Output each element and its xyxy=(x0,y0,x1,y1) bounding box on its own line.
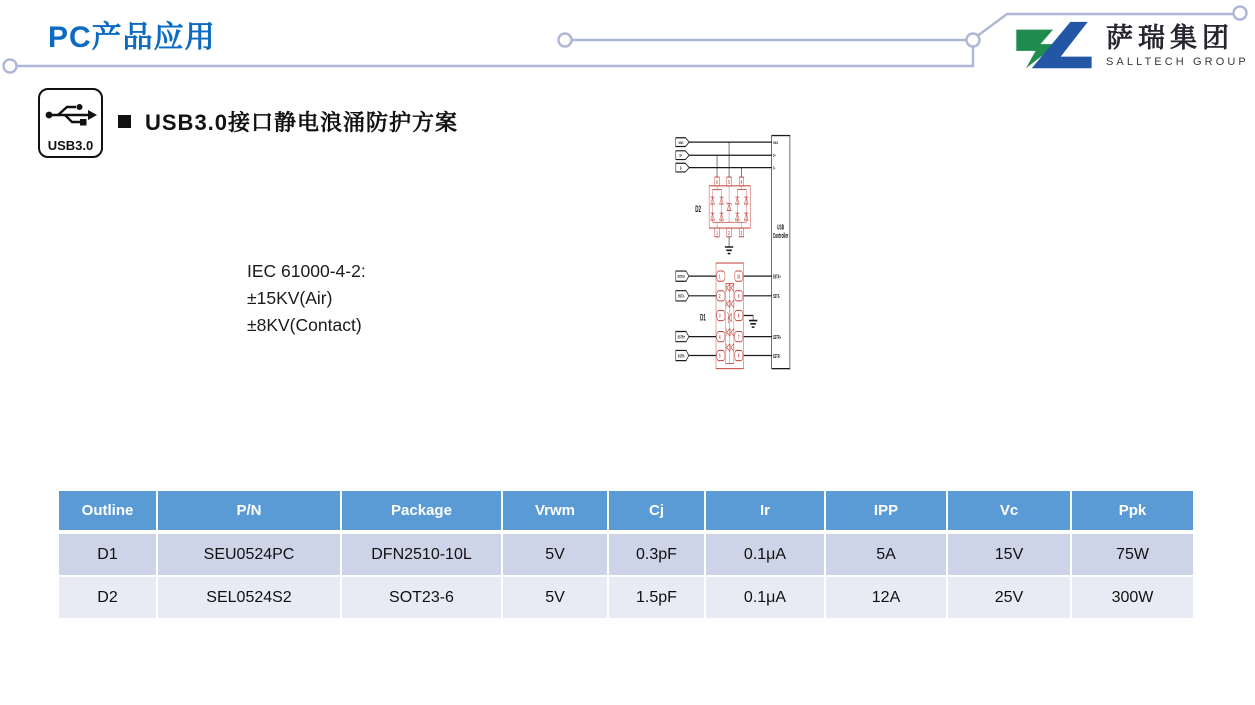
table-cell: 1.5pF xyxy=(608,576,705,619)
table-cell: 15V xyxy=(947,533,1071,576)
controller-pin-dplus: D+ xyxy=(773,153,776,159)
d1-pin-7: 7 xyxy=(737,333,740,341)
page-title: PC产品应用 xyxy=(48,21,216,54)
spec-line: ±15KV(Air) xyxy=(247,288,333,308)
decor-node-icon xyxy=(559,34,572,47)
column-header: Cj xyxy=(608,490,705,533)
d1-pin-10: 10 xyxy=(737,273,741,280)
input-label-dplus: D+ xyxy=(679,153,683,159)
d1-device xyxy=(700,263,743,369)
input-arrow-sstr-minus xyxy=(676,350,689,360)
usb3-badge xyxy=(38,88,103,158)
d2-pin-5: 5 xyxy=(728,178,730,186)
d1-pin-6: 6 xyxy=(737,352,740,360)
table-cell: 5V xyxy=(502,576,608,619)
spec-table xyxy=(58,490,1194,619)
input-label-dminus: D- xyxy=(679,165,682,171)
input-arrow-dminus xyxy=(676,163,689,172)
table-cell: D1 xyxy=(58,533,157,576)
d2-pin-6: 6 xyxy=(716,178,718,186)
column-header: Vc xyxy=(947,490,1071,533)
table-cell: 5A xyxy=(825,533,947,576)
input-arrow-dplus xyxy=(676,151,689,160)
logo-name-en: SALLTECH GROUP xyxy=(1106,56,1249,69)
table-cell: 12A xyxy=(825,576,947,619)
d2-label: D2 xyxy=(695,203,701,215)
column-header: P/N xyxy=(157,490,341,533)
table-cell: D2 xyxy=(58,576,157,619)
spec-table-container xyxy=(58,490,1194,619)
d1-label: D1 xyxy=(700,311,706,324)
controller-pin-sstr-plus: SSTR+ xyxy=(773,333,781,341)
d2-pin-1: 1 xyxy=(716,229,718,237)
table-cell: 75W xyxy=(1071,533,1194,576)
input-label-vbus: VBUS xyxy=(678,139,684,146)
table-cell: 300W xyxy=(1071,576,1194,619)
d2-pin-2: 2 xyxy=(728,229,730,237)
table-cell: SEU0524PC xyxy=(157,533,341,576)
column-header: Ppk xyxy=(1071,490,1194,533)
table-cell: SOT23-6 xyxy=(341,576,502,619)
d1-pin-4: 4 xyxy=(719,333,721,341)
logo-mark-icon xyxy=(1010,18,1096,74)
ground-icon xyxy=(749,321,757,328)
input-label-sstr-plus: SSTR+ xyxy=(677,333,686,340)
table-row xyxy=(58,533,1194,576)
usb-badge-label: USB3.0 xyxy=(47,138,94,153)
d1-pin-9: 9 xyxy=(737,292,740,300)
input-arrow-sstr-plus xyxy=(676,332,689,342)
controller-title-line2: Controller xyxy=(772,232,789,241)
input-arrow-sstx-minus xyxy=(676,291,689,301)
d1-pin-1: 1 xyxy=(719,273,721,280)
decor-node-icon xyxy=(4,60,17,73)
column-header: Ir xyxy=(705,490,825,533)
d1-pin-8: 8 xyxy=(737,312,740,319)
d2-device xyxy=(695,177,750,237)
table-cell: 0.3pF xyxy=(608,533,705,576)
decor-node-icon xyxy=(967,34,980,47)
input-arrow-vbus xyxy=(676,138,689,147)
spec-line: IEC 61000-4-2: xyxy=(247,261,366,281)
section-heading xyxy=(118,106,458,136)
column-header: IPP xyxy=(825,490,947,533)
table-cell: DFN2510-10L xyxy=(341,533,502,576)
d1-pin-2: 2 xyxy=(719,292,721,300)
column-header: Vrwm xyxy=(502,490,608,533)
company-logo xyxy=(1010,18,1249,74)
controller-pin-dminus: D- xyxy=(773,165,776,171)
table-cell: 0.1μA xyxy=(705,576,825,619)
logo-name-cn: 萨瑞集团 xyxy=(1106,22,1234,53)
controller-pin-vbus: VBUS xyxy=(773,139,779,146)
input-label-sstx-plus: SSTX+ xyxy=(677,272,686,280)
d2-pin-4: 4 xyxy=(740,178,743,186)
column-header: Outline xyxy=(58,490,157,533)
usb-controller-box xyxy=(772,136,790,369)
controller-pin-sstx-minus: SSTX- xyxy=(773,292,781,300)
input-arrow-sstx-plus xyxy=(676,271,689,281)
controller-pin-sstr-minus: SSTR- xyxy=(773,352,781,360)
usb-trident-icon xyxy=(43,98,99,130)
input-label-sstx-minus: SSTX- xyxy=(677,292,685,299)
d1-pin-3: 3 xyxy=(719,312,721,319)
spec-line: ±8KV(Contact) xyxy=(247,315,362,335)
table-cell: 0.1μA xyxy=(705,533,825,576)
table-row xyxy=(58,576,1194,619)
section-heading-text: USB3.0接口静电浪涌防护方案 xyxy=(145,109,459,135)
table-cell: SEL0524S2 xyxy=(157,576,341,619)
table-cell: 25V xyxy=(947,576,1071,619)
ground-icon xyxy=(725,247,733,254)
input-label-sstr-minus: SSTR- xyxy=(677,352,685,359)
table-cell: 5V xyxy=(502,533,608,576)
iec-spec-text xyxy=(247,258,366,339)
column-header: Package xyxy=(341,490,502,533)
controller-pin-sstx-plus: SSTX+ xyxy=(773,273,781,280)
header-row xyxy=(58,490,1194,533)
d1-pin-5: 5 xyxy=(719,352,721,360)
usb3-protection-schematic xyxy=(672,129,1024,475)
controller-title-line1: USB xyxy=(777,224,785,233)
d2-pin-3: 3 xyxy=(740,229,743,237)
square-bullet-icon xyxy=(118,115,131,128)
